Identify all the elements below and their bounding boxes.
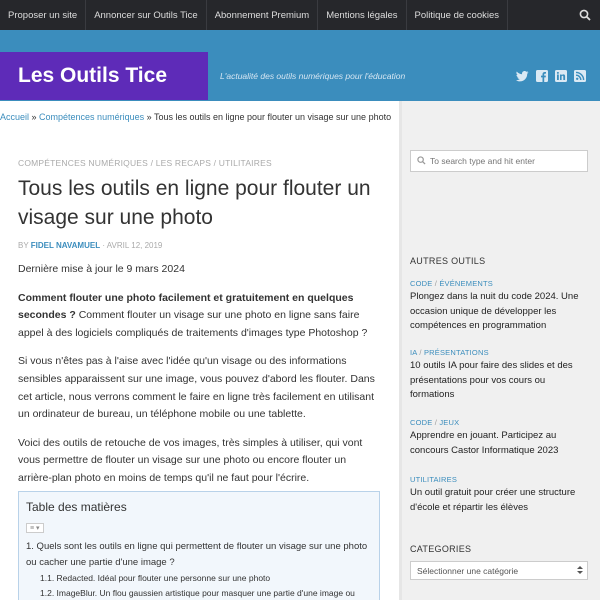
other-tools-heading: AUTRES OUTILS — [410, 256, 486, 266]
post-title-link[interactable]: Plongez dans la nuit du code 2024. Une occasion unique de développer les compétences en programmation — [410, 291, 579, 331]
search-icon[interactable] — [570, 0, 600, 30]
post-categories — [410, 475, 588, 484]
post-categories: CODE / ÉVÉNEMENTS — [410, 279, 494, 288]
site-header — [0, 30, 600, 101]
site-logo[interactable]: Les Outils Tice — [18, 64, 167, 87]
toc-item[interactable]: 1.2. ImageBlur. Un flou gaussien artistique pour masquer une partie d'une image ou — [40, 588, 355, 598]
post-categories: IA / PRÉSENTATIONS — [410, 348, 489, 357]
nav-proposer-un-site[interactable]: Proposer un site — [0, 0, 86, 30]
toc-item[interactable]: 1.1. Redacted. Idéal pour flouter une personne sur une photo — [40, 573, 271, 583]
sidebar-post — [410, 418, 588, 458]
categories-heading: CATEGORIES — [410, 544, 472, 554]
article-categories[interactable]: COMPÉTENCES NUMÉRIQUES / LES RECAPS / UTILITAIRES — [18, 158, 272, 168]
intro-bold: Comment flouter une photo facilement et gratuitement en quelques secondes ? — [18, 291, 354, 322]
table-of-contents — [18, 491, 380, 600]
top-navigation — [0, 0, 600, 30]
facebook-icon[interactable] — [535, 69, 548, 82]
breadcrumb — [0, 111, 396, 124]
sidebar-post — [410, 475, 588, 515]
nav-annoncer[interactable]: Annoncer sur Outils Tice — [86, 0, 207, 30]
category-select-value: Sélectionner une catégorie — [417, 565, 519, 576]
article-byline — [18, 241, 162, 250]
article-title: Tous les outils en ligne pour flouter un visage sur une photo — [18, 177, 371, 229]
intro-paragraph — [18, 290, 380, 343]
twitter-icon[interactable] — [516, 69, 529, 82]
breadcrumb-separator: » — [144, 112, 154, 122]
paragraph-3: Voici des outils de retouche de vos images, très simples à utiliser, qui vont vous permettre de flouter un visage sur une photo ou encore flouter un arrière-plan photo en moins de temps qu'il ne faut pour l'écrire. — [18, 436, 363, 484]
post-categories: CODE / JEUX — [410, 418, 460, 427]
select-arrows-icon — [577, 565, 583, 577]
article-body — [18, 261, 380, 499]
linkedin-icon[interactable] — [554, 69, 567, 82]
sidebar-post — [410, 279, 588, 334]
sidebar-post — [410, 348, 588, 403]
post-category-link[interactable]: PRÉSENTATIONS — [423, 348, 489, 357]
paragraph-2: Si vous n'êtes pas à l'aise avec l'idée qu'un visage ou des informations sensibles apparaissent sur une image, vous pouvez d'abord les flouter. Dans cet article, nous verrons comment le faire en ligne très facilement en utilisant un ordinateur de bureau, un téléphone mobile ou une tablette. — [18, 355, 375, 421]
article-date: · AVRIL 12, 2019 — [102, 241, 163, 250]
sidebar — [402, 101, 600, 600]
post-category-link[interactable]: CODE — [410, 279, 433, 288]
post-category-link[interactable]: IA — [410, 348, 418, 357]
post-category-link[interactable]: ÉVÉNEMENTS — [439, 279, 494, 288]
nav-abonnement-premium[interactable]: Abonnement Premium — [207, 0, 319, 30]
post-title-link[interactable]: Apprendre en jouant. Participez au concours Castor Informatique 2023 — [410, 430, 559, 456]
post-category-link[interactable]: UTILITAIRES — [410, 475, 458, 484]
nav-mentions-legales[interactable]: Mentions légales — [318, 0, 406, 30]
site-tagline: L'actualité des outils numériques pour l'éducation — [220, 71, 406, 81]
breadcrumb-separator: » — [29, 112, 40, 122]
category-select[interactable] — [410, 561, 588, 580]
logo-box[interactable] — [0, 52, 208, 100]
search-icon — [417, 152, 426, 170]
post-title-link[interactable]: 10 outils IA pour faire des slides et des présentations pour vos cours ou formations — [410, 360, 573, 400]
social-links — [516, 69, 586, 82]
post-category-link[interactable]: CODE — [410, 418, 433, 427]
toc-toggle-button[interactable]: ≡ ▾ — [26, 523, 44, 533]
breadcrumb-section-link[interactable]: Compétences numériques — [39, 112, 145, 122]
author-link[interactable]: FIDEL NAVAMUEL — [30, 241, 101, 250]
sidebar-divider — [399, 101, 402, 600]
intro-text: Comment flouter un visage sur une photo en ligne sans faire appel à des logiciels compliqués de traitements d'images type Photoshop ? — [18, 309, 368, 339]
rss-icon[interactable] — [573, 69, 586, 82]
byline-by: BY — [18, 241, 29, 250]
breadcrumb-current: Tous les outils en ligne pour flouter un visage sur une photo — [153, 112, 392, 122]
toc-item[interactable]: 1. Quels sont les outils en ligne qui permettent de flouter un visage sur une photo ou cacher une partie d'une image ? — [26, 541, 368, 568]
last-updated: Dernière mise à jour le 9 mars 2024 — [18, 263, 185, 275]
nav-politique-cookies[interactable]: Politique de cookies — [407, 0, 509, 30]
post-category-link[interactable]: JEUX — [439, 418, 460, 427]
search-input[interactable] — [430, 156, 580, 166]
toc-title: Table des matières — [26, 500, 127, 514]
breadcrumb-home-link[interactable]: Accueil — [0, 112, 30, 122]
main-content — [0, 101, 399, 600]
post-title-link[interactable]: Un outil gratuit pour créer une structure d'école et répartir les élèves — [410, 487, 576, 513]
sidebar-search[interactable] — [410, 150, 588, 172]
